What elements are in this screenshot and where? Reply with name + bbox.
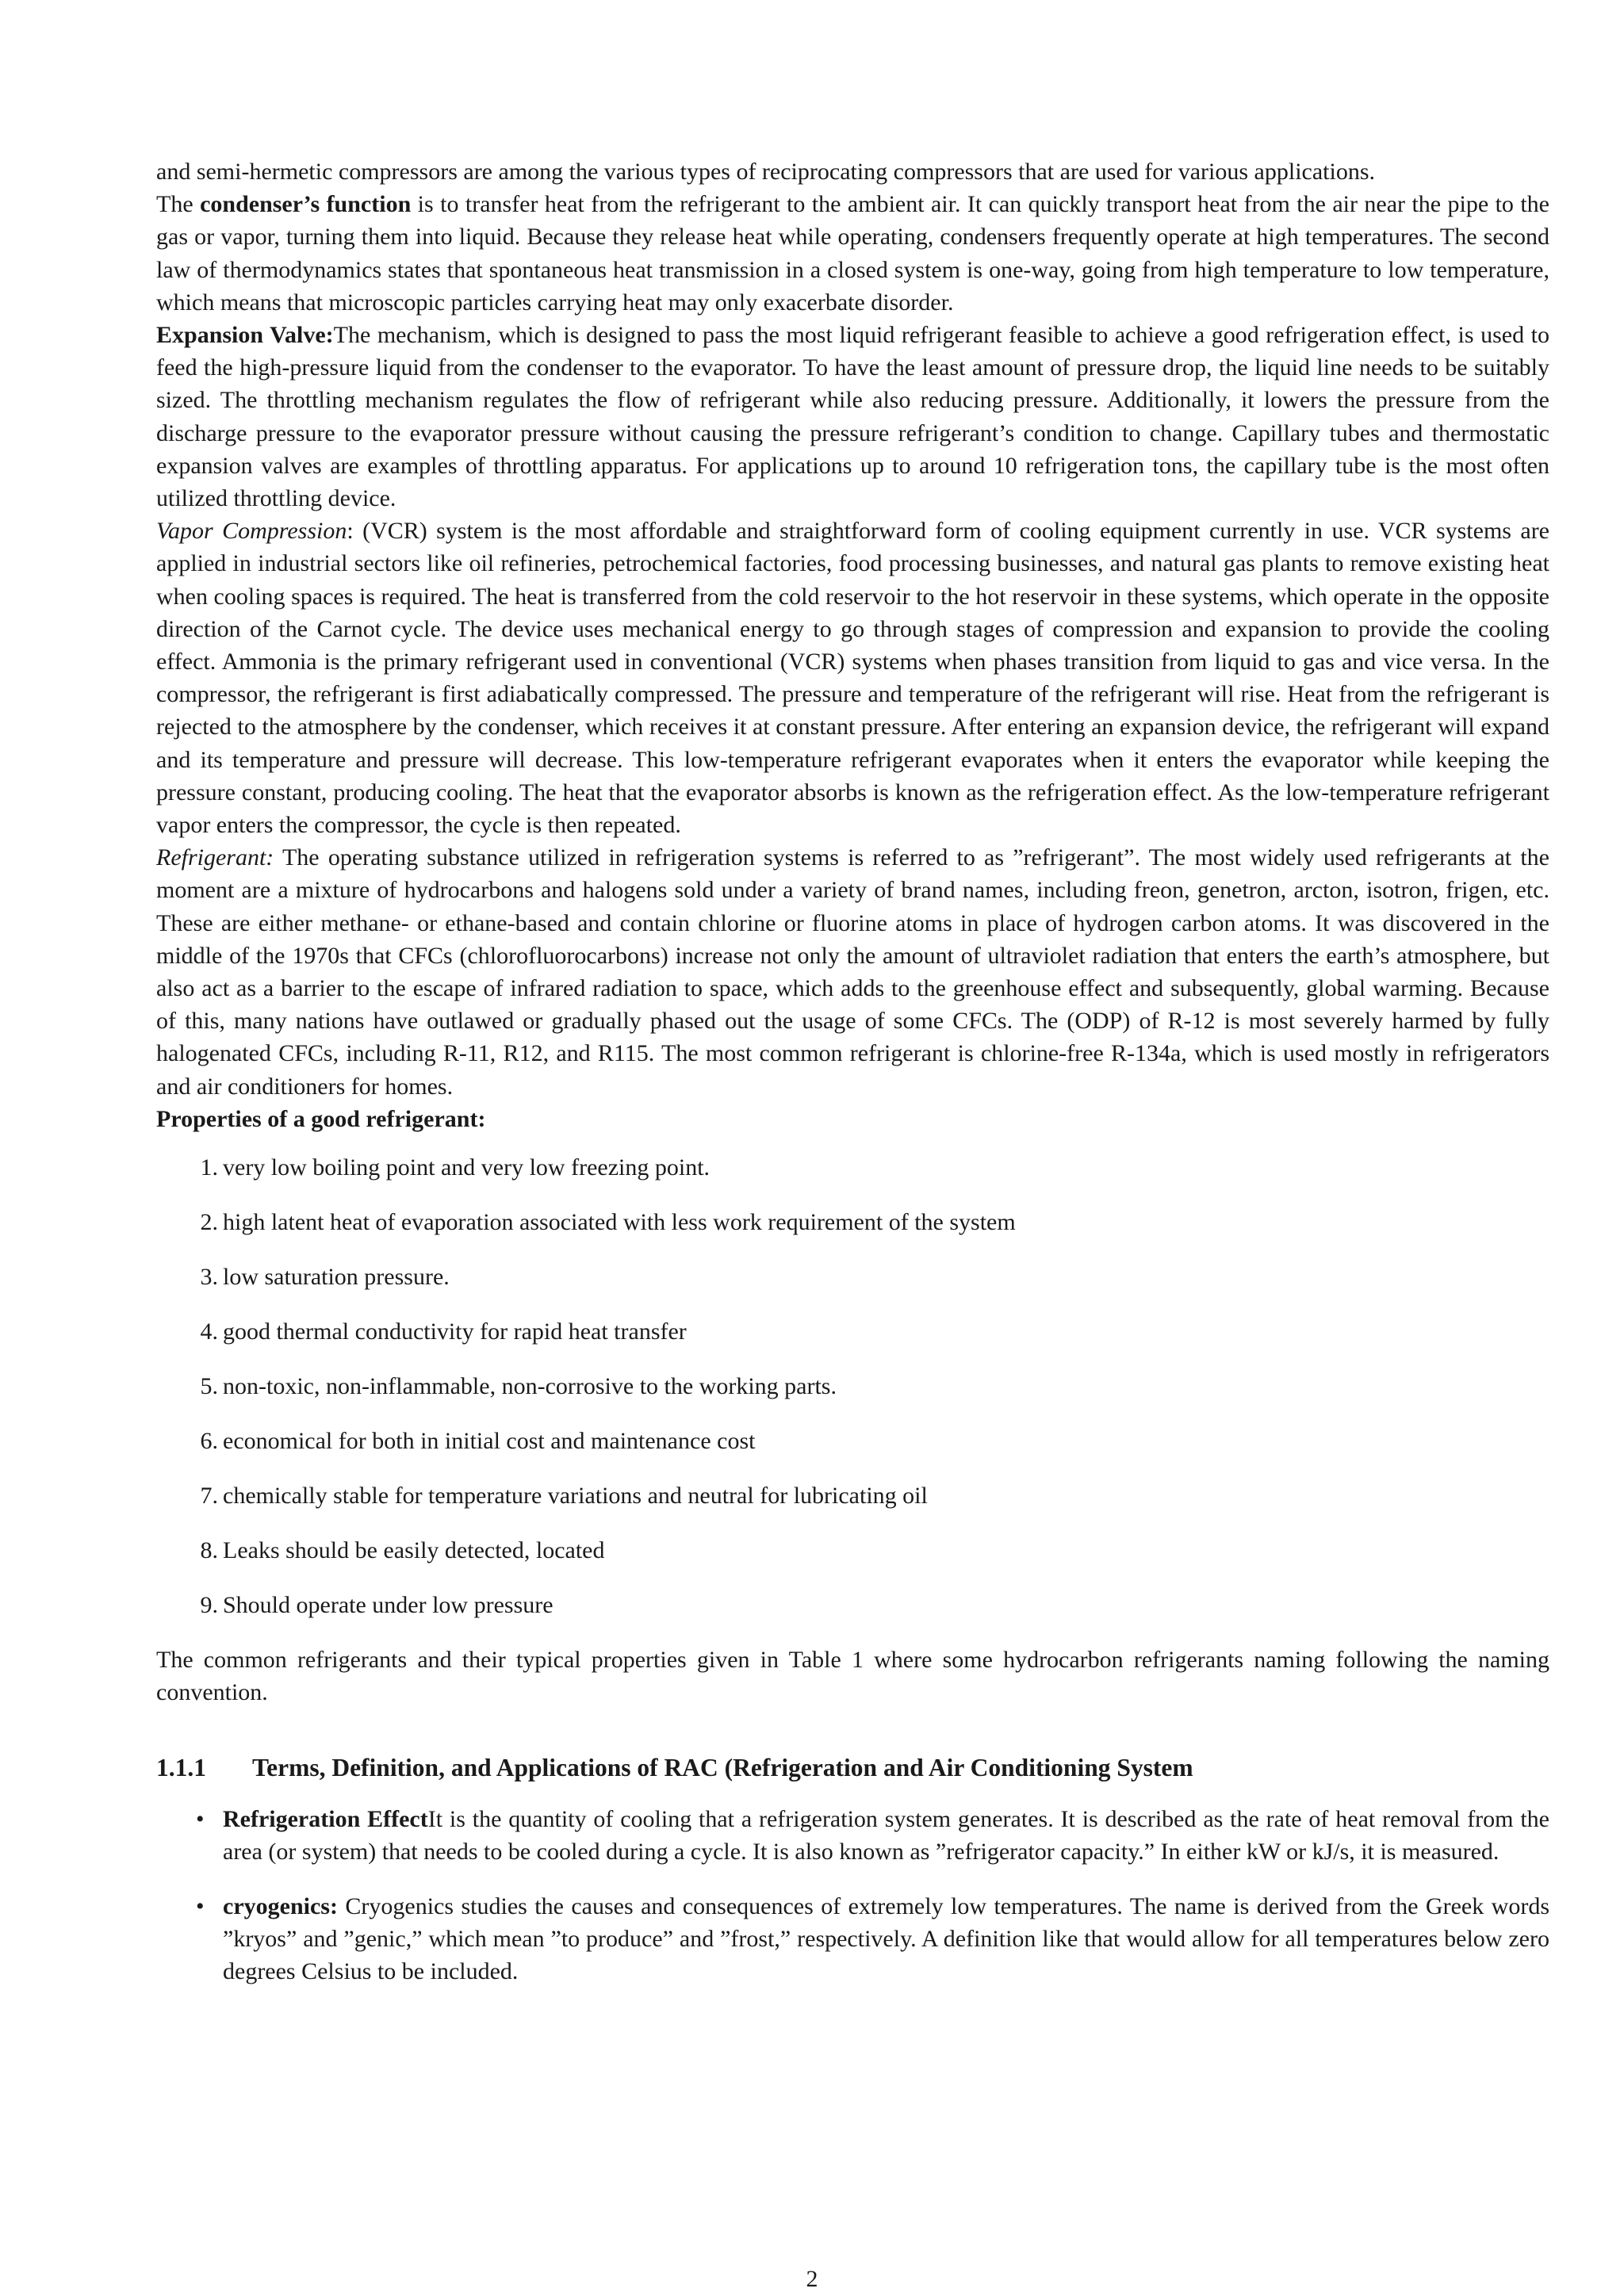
page-number: 2 [806,2266,818,2292]
list-item [200,1261,1549,1293]
term-label: cryogenics: [223,1892,338,1919]
list-item-text: good thermal conductivity for rapid heat transfer [223,1318,687,1345]
terms-list [156,1803,1549,1988]
list-item-number: 8. [200,1537,218,1564]
list-item [200,1589,1549,1621]
list-item [196,1890,1549,1988]
list-item-number: 1. [200,1154,218,1181]
expansion-term: Expansion Valve: [156,322,334,349]
condenser-intro: The [156,191,201,218]
subsection-heading [156,1751,1549,1785]
condenser-text: is to transfer heat from the refrigerant to the ambient air. It can quickly transport heat from the air near the pipe to the gas or vapor, turning them into liquid. Because they release heat while operating, condensers frequently operate at high temperatures. The second law of thermodynamics states that spontaneous heat transmission in a closed system is one-way, going from high temperature to low temperature, which means that microscopic particles carrying heat may only exacerbate disorder. [156,191,1549,316]
page-body [156,155,1549,2011]
subsection-number: 1.1.1 [156,1753,206,1781]
refrigerant-term: Refrigerant: [156,844,274,871]
term-definition: It is the quantity of cooling that a refrigeration system generates. It is described as the rate of heat removal from the area (or system) that needs to be cooled during a cycle. It is also known as ”refrigerator capacity.” In either kW or kJ/s, it is measured. [223,1805,1549,1865]
paragraph-expansion-valve [156,319,1549,515]
condenser-term: condenser’s function [200,191,412,218]
list-item-text: economical for both in initial cost and maintenance cost [223,1428,756,1455]
list-item [196,1803,1549,1868]
paragraph-compressors: and semi-hermetic compressors are among the various types of reciprocating compressors that are used for various applications. [156,159,1376,185]
vapor-text: : (VCR) system is the most affordable and straightforward form of cooling equipment currently in use. VCR systems are applied in industrial sectors like oil refineries, petrochemical factories, food processing businesses, and natural gas plants to remove existing heat when cooling spaces is required. The heat is transferred from the cold reservoir to the hot reservoir in these systems, which operate in the opposite direction of the Carnot cycle. The device uses mechanical energy to go through stages of compression and expansion to provide the cooling effect. Ammonia is the primary refrigerant used in conventional (VCR) systems when phases transition from liquid to gas and vice versa. In the compressor, the refrigerant is first adiabatically compressed. The pressure and temperature of the refrigerant will rise. Heat from the refrigerant is rejected to the atmosphere by the condenser, which receives it at constant pressure. After entering an expansion device, the refrigerant will expand and its temperature and pressure will decrease. This low-temperature refrigerant evaporates when it enters the evaporator while keeping the pressure constant, producing cooling. The heat that the evaporator absorbs is known as the refrigeration effect. As the low-temperature refrigerant vapor enters the compressor, the cycle is then repeated. [156,518,1550,839]
paragraph-vapor-compression [156,515,1549,841]
list-item-number: 5. [200,1373,218,1400]
list-item [200,1479,1549,1512]
expansion-text: The mechanism, which is designed to pass the most liquid refrigerant feasible to achieve a good refrigeration effect, is used to feed the high-pressure liquid from the condenser to the evaporator. To have the least amount of pressure drop, the liquid line needs to be suitably sized. The throttling mechanism regulates the flow of refrigerant while also reducing pressure. Additionally, it lowers the pressure from the discharge pressure to the evaporator pressure without causing the pressure refrigerant’s condition to change. Capillary tubes and thermostatic expansion valves are examples of throttling apparatus. For applications up to around 10 refrigeration tons, the capillary tube is the most often utilized throttling device. [156,322,1549,512]
list-item-number: 9. [200,1592,218,1619]
properties-list [156,1151,1549,1621]
list-item [200,1425,1549,1457]
list-item [200,1206,1549,1238]
term-definition: Cryogenics studies the causes and consequences of extremely low temperatures. The name is derived from the Greek words ”kryos” and ”genic,” which mean ”to produce” and ”frost,” respectively. A definition like that would allow for all temperatures below zero degrees Celsius to be included. [223,1892,1549,1985]
paragraph-table-reference: The common refrigerants and their typical properties given in Table 1 where some hydrocarbon refrigerants naming following the naming convention. [156,1647,1549,1706]
list-item-number: 4. [200,1318,218,1345]
list-item-number: 7. [200,1483,218,1510]
list-item-text: high latent heat of evaporation associated with less work requirement of the system [223,1209,1016,1236]
list-item [200,1370,1549,1402]
refrigerant-text: The operating substance utilized in refrigeration systems is referred to as ”refrigerant”. The most widely used refrigerants at the moment are a mixture of hydrocarbons and halogens sold under a variety of brand names, including freon, genetron, arcton, isotron, frigen, etc. These are either methane- or ethane-based and contain chlorine or fluorine atoms in place of hydrogen carbon atoms. It was discovered in the middle of the 1970s that CFCs (chlorofluorocarbons) increase not only the amount of ultraviolet radiation that enters the earth’s atmosphere, but also act as a barrier to the escape of infrared radiation to space, which adds to the greenhouse effect and subsequently, global warming. Because of this, many nations have outlawed or gradually phased out the usage of some CFCs. The (ODP) of R-12 is most severely harmed by fully halogenated CFCs, including R-11, R12, and R115. The most common refrigerant is chlorine-free R-134a, which is used mostly in refrigerators and air conditioners for homes. [156,844,1549,1100]
list-item-text: very low boiling point and very low freezing point. [223,1154,710,1181]
list-item-text: Should operate under low pressure [223,1592,553,1619]
list-item-text: chemically stable for temperature variations and neutral for lubricating oil [223,1483,928,1510]
list-item-number: 6. [200,1428,218,1455]
list-item [200,1315,1549,1348]
paragraph-refrigerant [156,841,1549,1103]
properties-heading: Properties of a good refrigerant: [156,1105,486,1132]
list-item-number: 3. [200,1264,218,1291]
term-label: Refrigeration Effect [223,1805,428,1832]
list-item-text: Leaks should be easily detected, located [223,1537,605,1564]
list-item-number: 2. [200,1209,218,1236]
paragraph-condenser [156,188,1549,319]
vapor-term: Vapor Compression [156,518,347,545]
bullet-icon: • [196,1892,205,1919]
list-item-text: low saturation pressure. [223,1264,450,1291]
list-item [200,1534,1549,1567]
bullet-icon: • [196,1805,205,1832]
list-item-text: non-toxic, non-inflammable, non-corrosive to the working parts. [223,1373,837,1400]
subsection-title: Terms, Definition, and Applications of RAC (Refrigeration and Air Conditioning System [252,1753,1193,1781]
list-item [200,1151,1549,1184]
